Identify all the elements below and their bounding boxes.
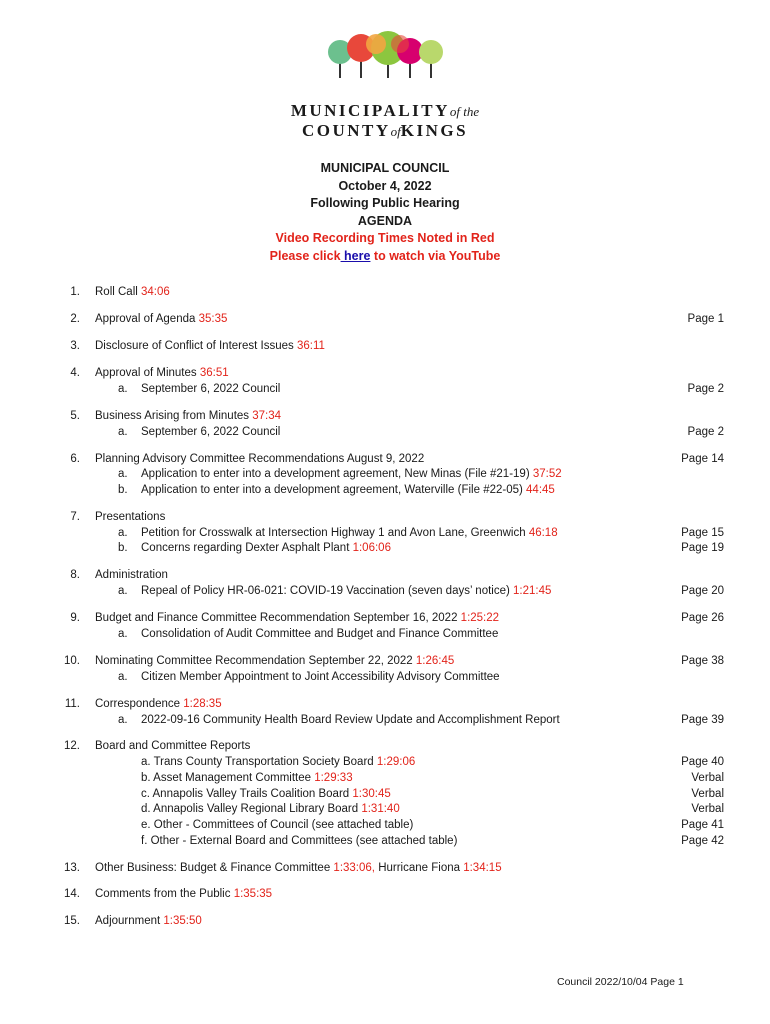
video-time[interactable]: 1:31:40 [361,803,400,815]
page-ref: Page 20 [681,585,724,597]
tree-logo-icon [328,31,443,78]
video-time[interactable]: 36:11 [296,340,325,352]
page-ref: Page 2 [687,383,724,395]
page-ref: Page 40 [681,756,724,768]
header-agenda: AGENDA [357,213,413,228]
video-time[interactable]: 1:34:15 [463,862,502,874]
video-time[interactable]: 1:35:35 [233,888,273,900]
page-footer: Council 2022/10/04 Page 1 [557,976,684,988]
page-ref: Page 1 [687,313,724,325]
municipality-logo [318,30,458,92]
header-subtitle: Following Public Hearing [310,196,460,210]
agenda-header [0,160,770,265]
page-ref: Page 42 [681,835,724,847]
page-ref: Verbal [691,788,724,800]
page-ref: Page 14 [681,453,724,465]
video-time[interactable]: 35:35 [198,313,228,325]
video-time[interactable]: 37:34 [252,410,282,422]
org-name-line2: COUNTYofKINGS [301,121,469,140]
video-time[interactable]: 1:29:06 [376,756,416,768]
org-name-line1: MUNICIPALITYof the [290,101,480,120]
page-ref: Verbal [691,772,724,784]
page-ref: Page 41 [681,819,724,831]
video-time[interactable]: 1:35:50 [163,915,202,927]
page-ref: Page 38 [681,655,724,667]
video-time[interactable]: 36:51 [199,367,229,379]
video-time[interactable]: 1:21:45 [513,585,552,597]
header-video-note: Video Recording Times Noted in Red [275,231,495,245]
header-title: MUNICIPAL COUNCIL [320,161,450,175]
video-time[interactable]: 37:52 [532,468,562,480]
header-date: October 4, 2022 [338,178,432,193]
page-ref: Page 2 [687,426,724,438]
video-time[interactable]: 1:26:45 [415,655,455,667]
header-youtube-line: Please click here to watch via YouTube [269,248,501,263]
video-time[interactable]: 1:25:22 [460,612,500,624]
video-time[interactable]: 1:30:45 [352,788,391,800]
video-time[interactable]: 1:33:06, [333,862,375,874]
page-ref: Verbal [691,803,724,815]
video-time[interactable]: 34:06 [141,286,170,298]
video-time[interactable]: 46:18 [528,527,558,539]
page-ref: Page 15 [681,527,724,539]
video-time[interactable]: 1:06:06 [352,542,391,554]
video-time[interactable]: 1:28:35 [183,698,222,710]
youtube-link[interactable]: here [340,248,371,263]
page-ref: Page 19 [681,542,724,554]
page-ref: Page 26 [681,612,724,624]
video-time[interactable]: 1:29:33 [314,772,353,784]
video-time[interactable]: 44:45 [526,484,555,496]
page-ref: Page 39 [681,714,724,726]
